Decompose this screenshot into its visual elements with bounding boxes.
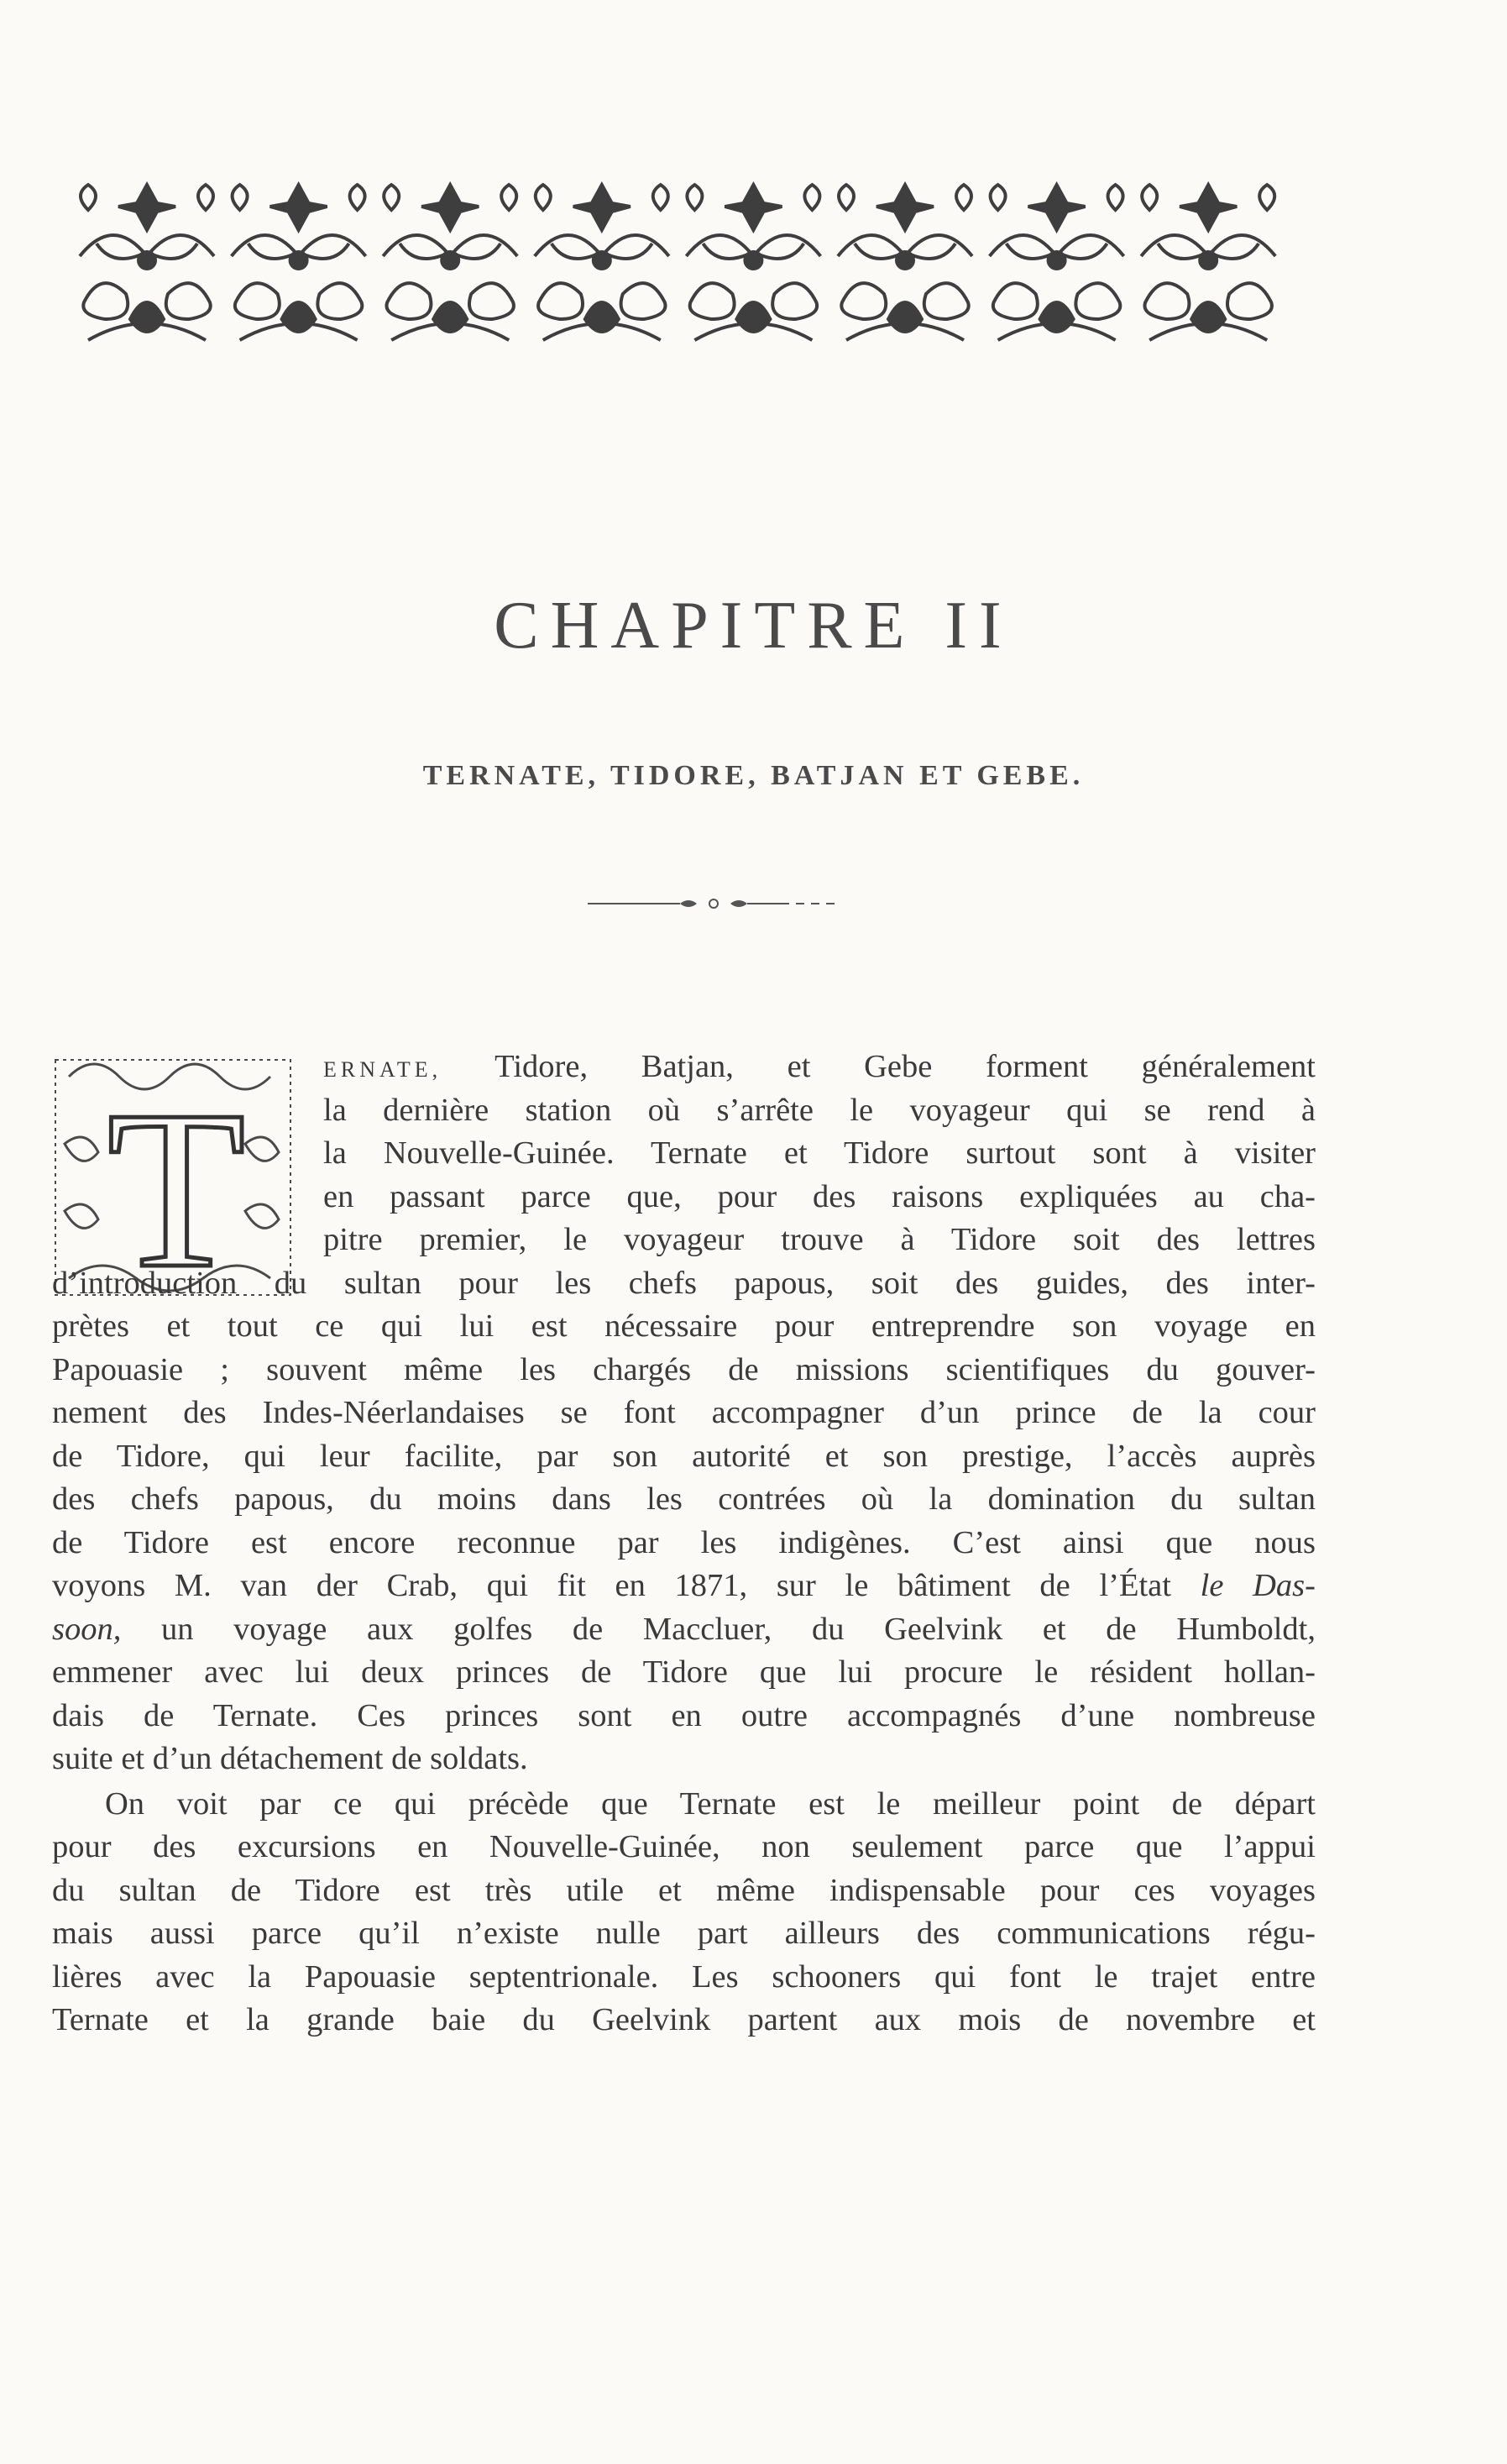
text-line: d’introduction du sultan pour les chefs papous, soit des guides, des inter- xyxy=(52,1265,1316,1301)
text-line: ERNATE, Tidore, Batjan, et Gebe forment généralement xyxy=(323,1049,1316,1084)
text-line: la Nouvelle-Guinée. Ternate et Tidore surtout sont à visiter xyxy=(323,1135,1316,1171)
text-line: de Tidore est encore reconnue par les indigènes. C’est ainsi que nous xyxy=(52,1524,1316,1560)
text-line: suite et d’un détachement de soldats. xyxy=(52,1741,528,1776)
text-line: la dernière station où s’arrête le voyageur qui se rend à xyxy=(323,1092,1316,1128)
dropcap-letter: T xyxy=(107,1064,246,1310)
text-line: Papouasie ; souvent même les chargés de missions scientifiques du gouver- xyxy=(52,1351,1316,1387)
divider-ornament-icon xyxy=(579,890,848,915)
text-line: du sultan de Tidore est très utile et même indispensable pour ces voyages xyxy=(52,1872,1316,1908)
text-line: On voit par ce qui précède que Ternate est le meilleur point de départ xyxy=(105,1785,1316,1822)
ornament-unit xyxy=(80,185,214,340)
text-line: mais aussi parce qu’il n’existe nulle part ailleurs des communications régu- xyxy=(52,1916,1316,1951)
text-line: pour des excursions en Nouvelle-Guinée, non seulement parce que l’appui xyxy=(52,1829,1316,1864)
text-line: Ternate et la grande baie du Geelvink partent aux mois de novembre et xyxy=(52,2002,1316,2037)
chapter-title: CHAPITRE II xyxy=(494,589,1013,663)
ornament-unit xyxy=(232,185,366,340)
ornament-unit xyxy=(383,185,517,340)
text-line: emmener avec lui deux princes de Tidore que lui procure le résident hollan- xyxy=(52,1654,1316,1690)
chapter-subtitle: TERNATE, TIDORE, BATJAN ET GEBE. xyxy=(422,760,1085,791)
text-line: dais de Ternate. Ces princes sont en outre accompagnés d’une nombreuse xyxy=(52,1697,1316,1733)
ornament-unit xyxy=(838,185,972,340)
text-line: en passant parce que, pour des raisons expliquées au cha- xyxy=(323,1178,1316,1214)
text-line: voyons M. van der Crab, qui fit en 1871, sur le bâtiment de l’État le Das- xyxy=(52,1568,1316,1603)
ornament-unit xyxy=(686,185,820,340)
text-line: nement des Indes-Néerlandaises se font accompagner d’un prince de la cour xyxy=(52,1395,1316,1430)
text-line: soon, un voyage aux golfes de Maccluer, du Geelvink et de Humboldt, xyxy=(52,1611,1316,1647)
ornament-unit xyxy=(990,185,1124,340)
text-line: lières avec la Papouasie septentrionale. Les schooners qui font le trajet entre xyxy=(52,1958,1316,1995)
text-line: de Tidore, qui leur facilite, par son autorité et son prestige, l’accès auprès xyxy=(52,1438,1316,1474)
text-line: pitre premier, le voyageur trouve à Tidore soit des lettres xyxy=(323,1222,1316,1257)
floral-ornament-icon xyxy=(71,176,1285,357)
text-line: des chefs papous, du moins dans les contrées où la domination du sultan xyxy=(52,1481,1316,1517)
first-word-smallcaps: ERNATE, xyxy=(323,1057,442,1082)
text-line: prètes et tout ce qui lui est nécessaire pour entreprendre son voyage en xyxy=(52,1308,1316,1344)
ornament-unit xyxy=(535,185,669,340)
ornament-unit xyxy=(1141,185,1275,340)
